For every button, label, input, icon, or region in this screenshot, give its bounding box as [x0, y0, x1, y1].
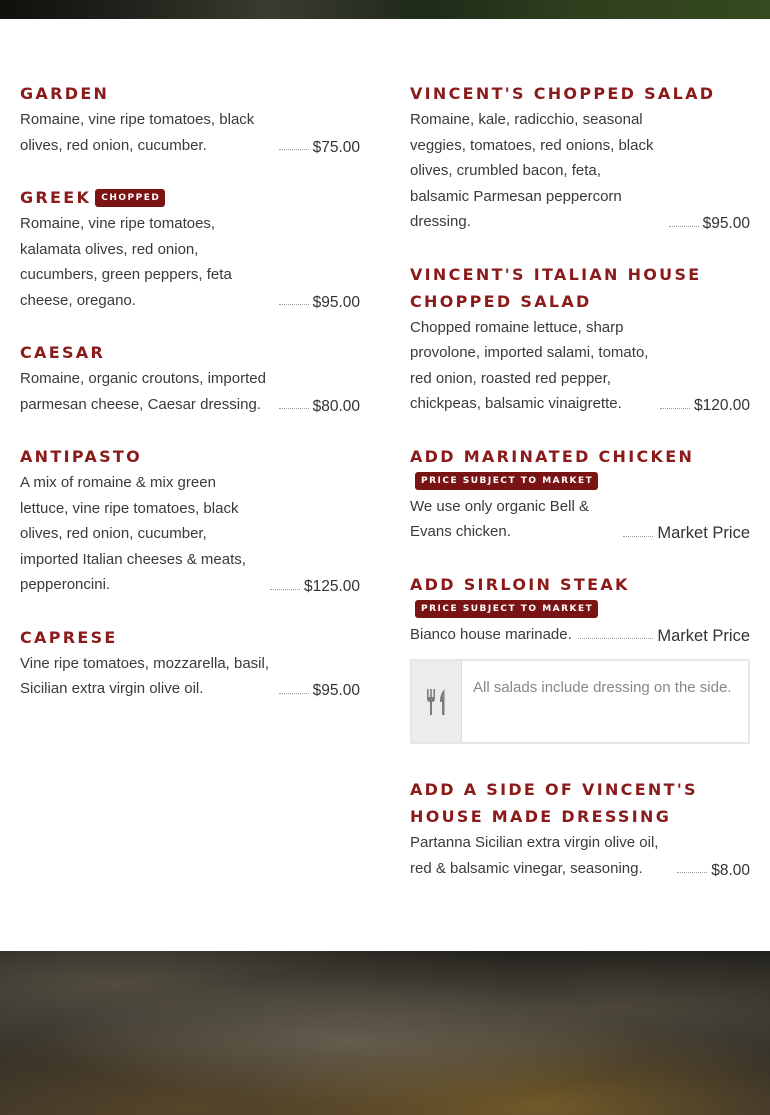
fork-knife-icon — [412, 661, 462, 742]
item-price: $120.00 — [693, 397, 750, 414]
item-description: We use only organic Bell & Evans chicken. — [410, 497, 589, 540]
item-description: Romaine, vine ripe tomatoes, black olives, red onion, cucumber. — [20, 111, 255, 154]
menu-item-add-marinated-chicken — [410, 443, 750, 545]
dot-leader — [279, 408, 309, 409]
dot-leader — [669, 226, 699, 227]
item-title: ADD MARINATED CHICKEN — [410, 446, 695, 466]
dot-leader — [279, 693, 309, 694]
item-title: GREEK — [20, 188, 92, 207]
dot-leader — [660, 408, 690, 409]
item-price: $8.00 — [711, 861, 750, 879]
dot-leader — [578, 638, 654, 639]
menu-item-vincents-chopped-salad — [410, 80, 750, 235]
menu-column-right — [410, 80, 750, 881]
item-description: Bianco house marinade. — [410, 625, 572, 643]
item-title: GARDEN — [20, 84, 110, 103]
item-price: Market Price — [657, 524, 750, 542]
menu-item-vincents-italian-house-chopped-salad — [410, 261, 750, 417]
item-description: Partanna Sicilian extra virgin olive oil, red & balsamic vinegar, seasoning. — [410, 834, 659, 877]
item-description: Chopped romaine lettuce, sharp provolone, imported salami, tomato, red onion, roasted red pepper, chickpeas, balsamic vinaigrette. — [410, 318, 649, 412]
item-title: VINCENT'S ITALIAN HOUSE CHOPPED SALAD — [410, 264, 702, 311]
item-title: ANTIPASTO — [20, 447, 143, 466]
dot-leader — [677, 872, 707, 873]
note-text: All salads include dressing on the side. — [473, 679, 732, 696]
item-description: Romaine, organic croutons, imported parmesan cheese, Caesar dressing. — [20, 370, 266, 413]
footer-image-strip — [0, 951, 770, 1115]
item-title: ADD SIRLOIN STEAK — [410, 574, 630, 594]
item-title: CAESAR — [20, 343, 106, 362]
item-price: Market Price — [657, 626, 750, 645]
menu-item-antipasto — [20, 443, 360, 598]
item-title: CAPRESE — [20, 627, 118, 647]
item-description: A mix of romaine & mix green lettuce, vine ripe tomatoes, black olives, red onion, cucumber, imported Italian cheeses & meats, pepperoncini. — [20, 474, 246, 593]
price-subject-to-market-badge: PRICE SUBJECT TO MARKET — [415, 472, 598, 490]
item-title: ADD A SIDE OF VINCENT'S HOUSE MADE DRESSING — [410, 780, 698, 826]
menu-item-add-sirloin-steak — [410, 571, 750, 648]
header-image-strip — [0, 0, 770, 19]
menu-item-caprese — [20, 624, 360, 702]
item-title: VINCENT'S CHOPPED SALAD — [410, 84, 716, 103]
menu-item-garden — [20, 80, 360, 158]
item-description: Vine ripe tomatoes, mozzarella, basil, Sicilian extra virgin olive oil. — [20, 654, 270, 697]
item-price: $95.00 — [312, 293, 360, 311]
item-price: $95.00 — [702, 215, 750, 232]
item-price: $125.00 — [303, 578, 360, 595]
item-description: Romaine, kale, radicchio, seasonal veggies, tomatoes, red onions, black olives, crumbled bacon, feta, balsamic Parmesan peppercorn dressing. — [410, 111, 654, 230]
price-subject-to-market-badge: PRICE SUBJECT TO MARKET — [415, 600, 598, 618]
menu-item-caesar — [20, 339, 360, 417]
dot-leader — [279, 304, 309, 305]
dot-leader — [279, 149, 309, 150]
menu-item-add-house-dressing — [410, 776, 750, 881]
item-description: Romaine, vine ripe tomatoes, kalamata olives, red onion, cucumbers, green peppers, feta cheese, oregano. — [20, 215, 232, 309]
dot-leader — [270, 589, 300, 590]
menu-item-greek — [20, 184, 360, 313]
chopped-badge: CHOPPED — [95, 189, 165, 207]
item-price: $75.00 — [312, 138, 360, 156]
menu-column-left — [20, 80, 360, 702]
dot-leader — [623, 536, 653, 537]
item-price: $95.00 — [312, 682, 360, 699]
dressing-note-box — [410, 659, 750, 744]
item-price: $80.00 — [312, 397, 360, 415]
